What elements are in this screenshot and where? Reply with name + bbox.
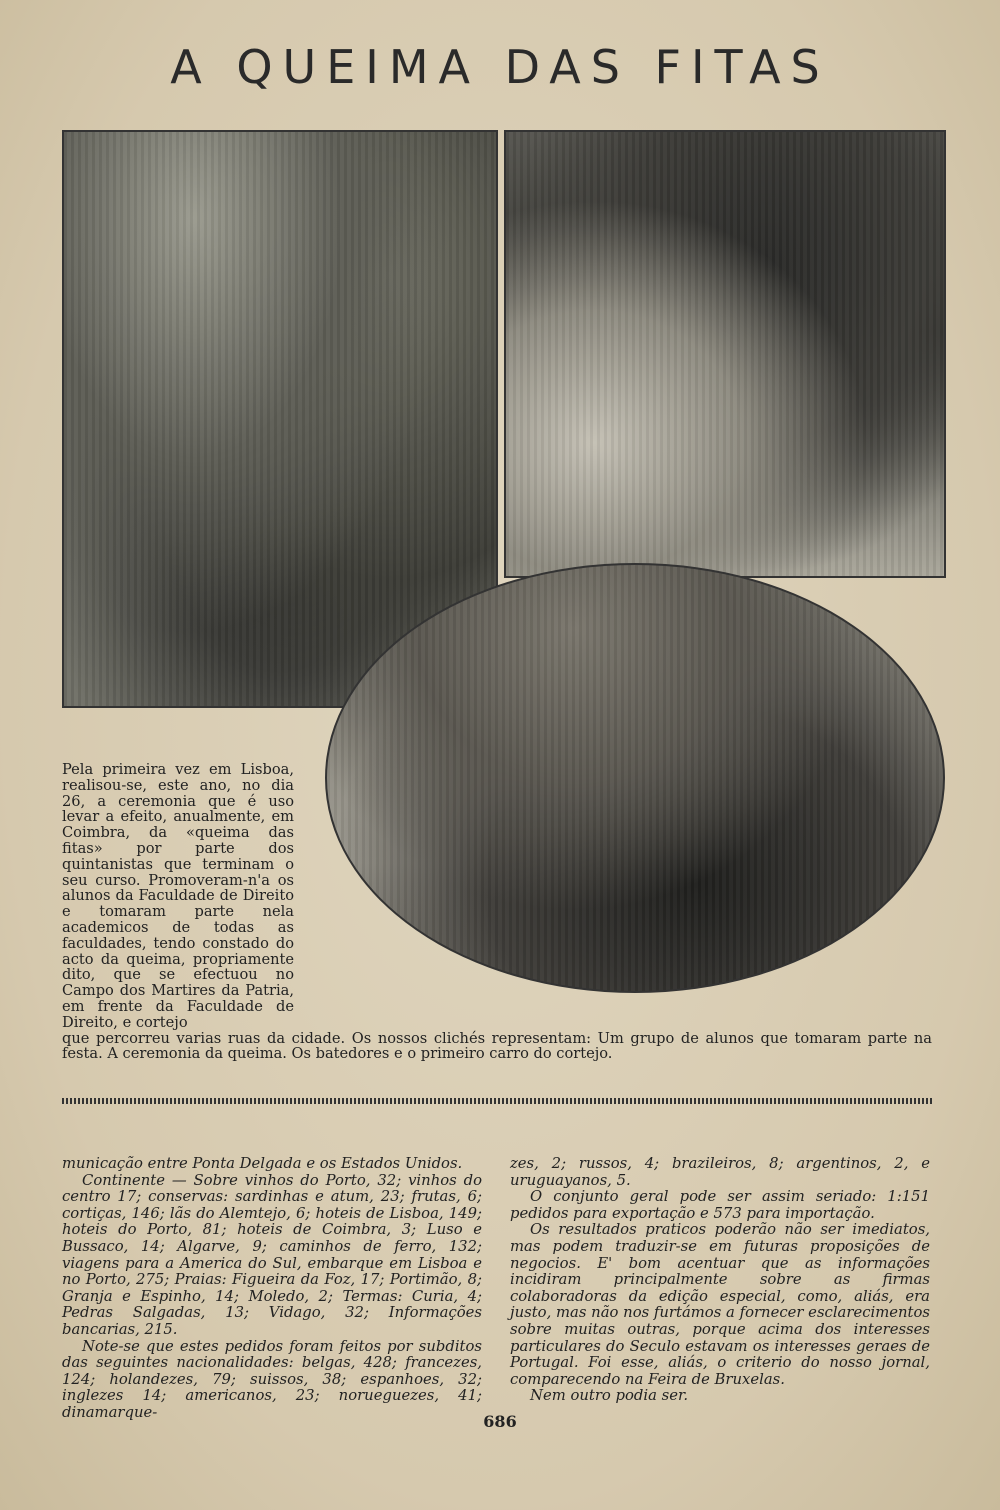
column-paragraph: Os resultados praticos poderão não ser imediatos, mas podem traduzir-se em futuras proposições de negocios. E' bom acentuar que as informações incidiram principalmente sobre as firmas colaboradoras da edição especial, como, aliás, era justo, mas não nos furtámos a fornecer esclarecimentos sobre muitas outras, porque acima dos interesses particulares do Seculo estavam os interesses geraes de Portugal. Foi esse, aliás, o criterio do nosso jornal, comparecendo na Feira de Bruxelas. bbox=[510, 1221, 930, 1388]
column-paragraph: municação entre Ponta Delgada e os Estados Unidos. bbox=[62, 1155, 463, 1172]
page-title: A QUEIMA DAS FITAS bbox=[170, 40, 830, 94]
column-paragraph: Nem outro podia ser. bbox=[530, 1387, 689, 1405]
section-divider bbox=[62, 1098, 932, 1104]
photo-burning-ceremony bbox=[504, 130, 946, 578]
column-paragraph: zes, 2; russos, 4; brazileiros, 8; argentinos, 2, e uruguayanos, 5. bbox=[510, 1155, 930, 1189]
caption-continuation: que percorreu varias ruas da cidade. Os nossos clichés representam: Um grupo de alunos que tomaram parte na festa. A ceremonia da queima. Os batedores e o primeiro carro do cortejo. bbox=[62, 1029, 932, 1063]
article-column-right bbox=[510, 1156, 930, 1405]
photo-caption bbox=[62, 762, 932, 1062]
caption-wrap-spacer bbox=[302, 762, 932, 1020]
caption-intro: Pela primeira vez em Lisboa, realisou-se, este ano, no dia 26, a ceremonia que é uso levar a efeito, anualmente, em Coimbra, da «queima das fitas» por parte dos quintanistas que terminam o seu curso. Promoveram-n'a os alunos da Faculdade de Direito e tomaram parte nela academicos de todas as faculdades, tendo constado do acto da queima, propriamente dito, que se efectuou no Campo dos Martires da Patria, em frente da Faculdade de Direito, e cortejo bbox=[62, 761, 294, 1031]
column-paragraph: Note-se que estes pedidos foram feitos por subditos das seguintes nacionalidades: belgas, 428; francezes, 124; holandezes, 79; suissos, 38; espanhoes, 32; inglezes 14; americanos, 23; norueguezes, 41; dinamarque- bbox=[62, 1337, 482, 1421]
article-column-left bbox=[62, 1156, 482, 1422]
column-paragraph: O conjunto geral pode ser assim seriado: 1:151 pedidos para exportação e 573 para importação. bbox=[510, 1188, 930, 1222]
column-paragraph: Continente — Sobre vinhos do Porto, 32; vinhos do centro 17; conservas: sardinhas e atum, 23; frutas, 6; cortiças, 146; lãs do Alemtejo, 6; hoteis de Lisboa, 149; hoteis do Porto, 81; hoteis de Coimbra, 3; Luso e Bussaco, 14; Algarve, 9; caminhos de ferro, 132; viagens para a America do Sul, embarque em Lisboa e no Porto, 275; Praias: Figueira da Foz, 17; Portimão, 8; Granja e Espinho, 14; Moledo, 2; Termas: Curia, 4; Pedras Salgadas, 13; Vidago, 32; Informações bancarias, 215. bbox=[62, 1171, 482, 1338]
page-number: 686 bbox=[483, 1412, 517, 1431]
